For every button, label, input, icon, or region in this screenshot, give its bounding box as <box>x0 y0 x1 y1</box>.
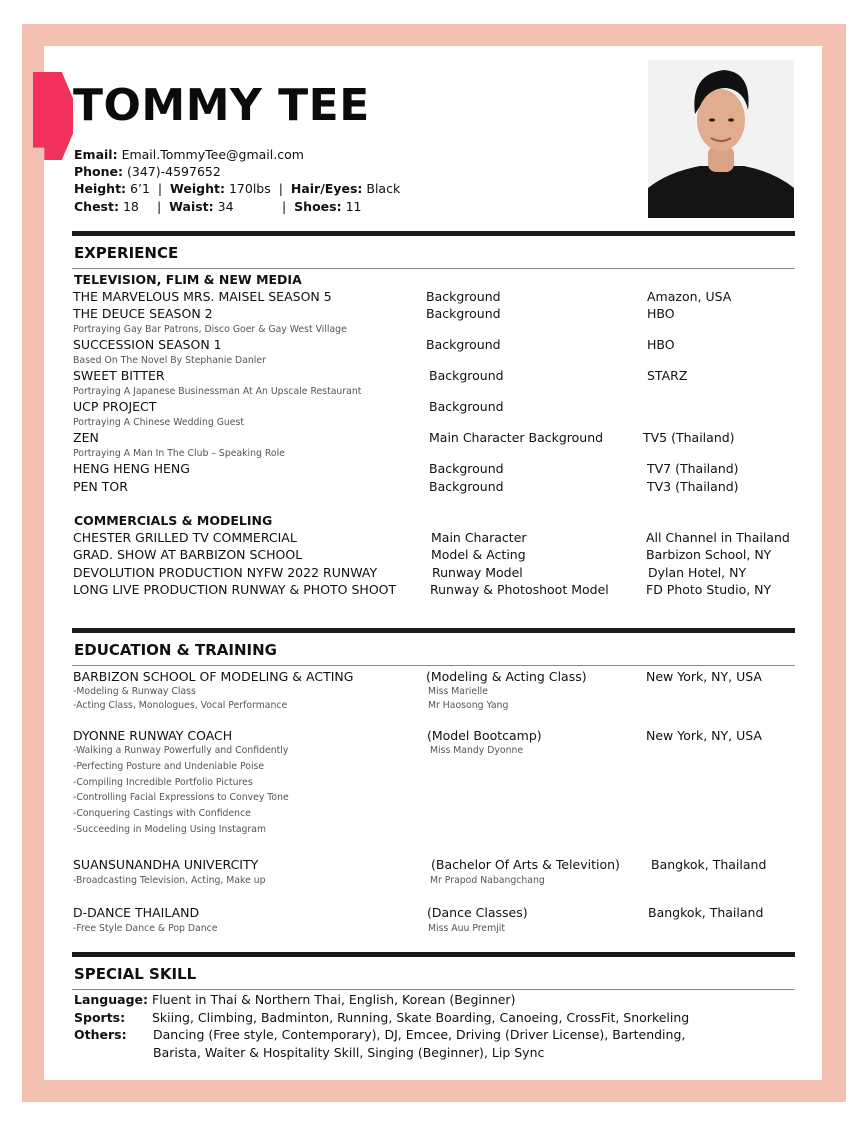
credit-title: PEN TOR <box>73 479 128 494</box>
school-location: New York, NY, USA <box>646 669 762 684</box>
heading-underline <box>72 665 795 666</box>
tv-subheading: TELEVISION, FLIM & NEW MEDIA <box>74 272 302 287</box>
credit-note: Portraying A Man In The Club – Speaking Role <box>73 448 285 459</box>
height-label: Height: <box>74 181 127 196</box>
credit-role: Background <box>429 461 504 476</box>
height-weight-line <box>74 180 400 198</box>
candidate-name: TOMMY TEE <box>73 80 370 131</box>
shoes-line <box>282 198 361 216</box>
credit-title: UCP PROJECT <box>73 399 157 414</box>
sports-value: Skiing, Climbing, Badminton, Running, Skate Boarding, Canoeing, CrossFit, Snorkeling <box>152 1010 690 1025</box>
commercial-role: Model & Acting <box>431 547 526 562</box>
commercial-title: CHESTER GRILLED TV COMMERCIAL <box>73 530 297 545</box>
credit-title: THE MARVELOUS MRS. MAISEL SEASON 5 <box>73 289 332 304</box>
course-name: (Model Bootcamp) <box>427 728 542 743</box>
commercial-title: GRAD. SHOW AT BARBIZON SCHOOL <box>73 547 303 562</box>
course-detail: -Broadcasting Television, Acting, Make up <box>73 875 266 886</box>
credit-network: TV7 (Thailand) <box>647 461 739 476</box>
school-name: SUANSUNANDHA UNIVERCITY <box>73 857 259 872</box>
others-value: Dancing (Free style, Contemporary), DJ, Emcee, Driving (Driver License), Bartending, <box>153 1027 686 1042</box>
special-skill-heading: SPECIAL SKILL <box>74 965 197 983</box>
credit-role: Background <box>426 337 501 352</box>
credit-title: ZEN <box>73 430 99 445</box>
commercial-place: FD Photo Studio, NY <box>646 582 772 597</box>
phone-line <box>74 163 221 181</box>
course-detail: -Conquering Castings with Confidence <box>73 808 251 819</box>
chest-line <box>74 198 139 216</box>
commercial-title: LONG LIVE PRODUCTION RUNWAY & PHOTO SHOOT <box>73 582 397 597</box>
commercial-role: Main Character <box>431 530 527 545</box>
school-name: BARBIZON SCHOOL OF MODELING & ACTING <box>73 669 354 684</box>
section-divider <box>72 952 795 957</box>
chest-label: Chest: <box>74 199 119 214</box>
credit-network: HBO <box>647 337 675 352</box>
waist-line <box>157 198 234 216</box>
phone-label: Phone: <box>74 164 124 179</box>
commercials-subheading: COMMERCIALS & MODELING <box>74 513 273 528</box>
sports-label: Sports: <box>74 1010 126 1025</box>
email-value[interactable]: Email.TommyTee@gmail.com <box>121 147 304 162</box>
credit-role: Main Character Background <box>429 430 604 445</box>
separator: | <box>157 199 162 214</box>
credit-network: TV5 (Thailand) <box>643 430 735 445</box>
heading-underline <box>72 989 795 990</box>
commercial-role: Runway & Photoshoot Model <box>430 582 609 597</box>
school-location: Bangkok, Thailand <box>648 905 764 920</box>
waist-label: Waist: <box>169 199 214 214</box>
credit-note: Based On The Novel By Stephanie Danler <box>73 355 266 366</box>
commercial-place: Dylan Hotel, NY <box>648 565 747 580</box>
phone-value: (347)-4597652 <box>127 164 221 179</box>
credit-role: Background <box>426 306 501 321</box>
credit-title: THE DEUCE SEASON 2 <box>73 306 213 321</box>
separator: | <box>282 199 287 214</box>
weight-value: 170lbs <box>228 181 271 196</box>
email-line <box>74 146 304 164</box>
teacher-name: Mr Haosong Yang <box>428 700 509 711</box>
credit-note: Portraying A Chinese Wedding Guest <box>73 417 245 428</box>
commercial-role: Runway Model <box>432 565 523 580</box>
course-detail: -Perfecting Posture and Undeniable Poise <box>73 761 265 772</box>
commercial-place: Barbizon School, NY <box>646 547 772 562</box>
separator: | <box>157 181 163 196</box>
credit-title: SUCCESSION SEASON 1 <box>73 337 222 352</box>
teacher-name: Miss Auu Premjit <box>428 923 505 934</box>
education-heading: EDUCATION & TRAINING <box>74 641 277 659</box>
red-bookmark-tab <box>33 72 73 160</box>
heading-underline <box>72 268 795 269</box>
shoes-value: 11 <box>345 199 362 214</box>
course-detail: -Controlling Facial Expressions to Convey Tone <box>73 792 289 803</box>
course-detail: -Succeeding in Modeling Using Instagram <box>73 824 266 835</box>
course-detail: -Walking a Runway Powerfully and Confidently <box>73 745 289 756</box>
hair-label: Hair/Eyes: <box>290 181 363 196</box>
credit-role: Background <box>429 399 504 414</box>
teacher-name: Miss Marielle <box>428 686 488 697</box>
email-label: Email: <box>74 147 118 162</box>
others-label: Others: <box>74 1027 127 1042</box>
credit-title: HENG HENG HENG <box>73 461 190 476</box>
credit-role: Background <box>429 368 504 383</box>
course-detail: -Acting Class, Monologues, Vocal Performance <box>73 700 288 711</box>
credit-role: Background <box>426 289 501 304</box>
hair-value: Black <box>366 181 401 196</box>
language-line <box>74 992 515 1007</box>
credit-note: Portraying Gay Bar Patrons, Disco Goer & Gay West Village <box>73 324 347 335</box>
credit-network: HBO <box>647 306 675 321</box>
school-location: New York, NY, USA <box>646 728 762 743</box>
headshot-photo <box>648 60 794 218</box>
school-name: DYONNE RUNWAY COACH <box>73 728 233 743</box>
commercial-title: DEVOLUTION PRODUCTION NYFW 2022 RUNWAY <box>73 565 378 580</box>
credit-note: Portraying A Japanese Businessman At An Upscale Restaurant <box>73 386 362 397</box>
others-value-continued: Barista, Waiter & Hospitality Skill, Singing (Beginner), Lip Sync <box>153 1045 545 1060</box>
language-value: Fluent in Thai & Northern Thai, English, Korean (Beginner) <box>152 992 516 1007</box>
waist-value: 34 <box>217 199 234 214</box>
section-divider <box>72 231 795 236</box>
course-detail: -Compiling Incredible Portfolio Pictures <box>73 777 253 788</box>
course-name: (Dance Classes) <box>427 905 528 920</box>
course-detail: -Modeling & Runway Class <box>73 686 196 697</box>
section-divider <box>72 628 795 633</box>
credit-role: Background <box>429 479 504 494</box>
teacher-name: Mr Prapod Nabangchang <box>430 875 545 886</box>
teacher-name: Miss Mandy Dyonne <box>430 745 524 756</box>
chest-value: 18 <box>122 199 139 214</box>
language-label: Language: <box>74 992 149 1007</box>
school-location: Bangkok, Thailand <box>651 857 767 872</box>
course-name: (Modeling & Acting Class) <box>426 669 587 684</box>
course-name: (Bachelor Of Arts & Televition) <box>431 857 620 872</box>
commercial-place: All Channel in Thailand <box>646 530 790 545</box>
course-detail: -Free Style Dance & Pop Dance <box>73 923 218 934</box>
separator: | <box>278 181 283 196</box>
shoes-label: Shoes: <box>294 199 342 214</box>
credit-network: STARZ <box>647 368 688 383</box>
credit-network: TV3 (Thailand) <box>647 479 739 494</box>
weight-label: Weight: <box>170 181 225 196</box>
experience-heading: EXPERIENCE <box>74 244 179 262</box>
height-value: 6’1 <box>130 181 150 196</box>
credit-title: SWEET BITTER <box>73 368 165 383</box>
credit-network: Amazon, USA <box>647 289 732 304</box>
school-name: D-DANCE THAILAND <box>73 905 200 920</box>
